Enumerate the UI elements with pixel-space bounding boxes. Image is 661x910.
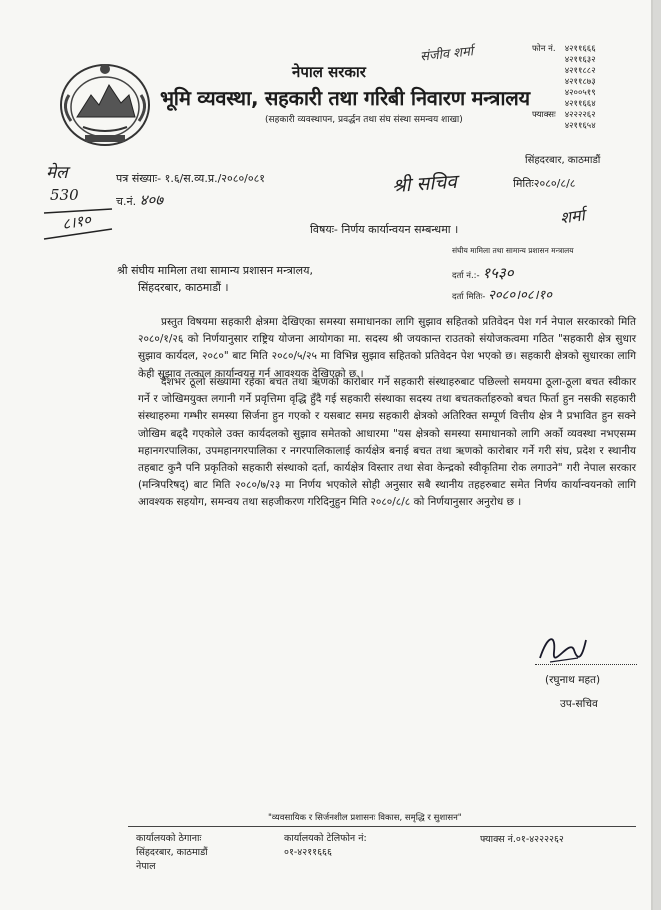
stamp-date-value: २०८०।०८।१० xyxy=(488,288,553,303)
footer-address-line-2: नेपाल xyxy=(136,861,156,872)
recipient-line-1: श्री संघीय मामिला तथा सामान्य प्रशासन मन्त्रालय, xyxy=(117,264,313,277)
fax-number: ४२२२२६२ xyxy=(564,110,596,120)
body-paragraph-2: देशभर ठूलो संख्यामा रहेका बचत तथा ऋणको कारोबार गर्ने सहकारी संस्थाहरुबाट पछिल्लो समयमा ठूला-ठूला बचत स्वीकार गर्ने र जोखिमयुक्त लगानी गर्ने प्रवृत्तिमा वृद्धि हुँदै गई सहकारी संस्थाका सदस्य तथा बचतकर्ताहरुको बचत फिर्ता हुन नसकी सहकारी संस्थाहरुमा गम्भीर समस्या सिर्जना हुन गएको र यसबाट समग्र सहकारी क्षेत्रको अतिरिक्त सम्पूर्ण वित्तीय क्षेत्र नै प्रभावित हुन सक्ने जोखिम बढ्दै गएकोले उक्त कार्यदलको सुझाव समेतको आधारमा "यस क्षेत्रको समस्या समाधानको लागि अर्को व्यवस्था नभएसम्म महानगरपालिका, उपमहानगरपालिका र नगरपालिकालाई कार्यक्षेत्र बनाई बचत तथा ऋणको कारोबार गर्ने गरी संघ, प्रदेश र स्थानीय तहबाट कुनै पनि प्रकृतिको सहकारी संस्थाको दर्ता, कार्यक्षेत्र विस्तार तथा सेवा केन्द्रको स्वीकृतिमा रोक लगाउने" गरी नेपाल सरकार (मन्त्रिपरिषद्) बाट मिति २०८०/७/२३ मा निर्णय भएकोले सोही अनुसार सबै स्थानीय तहहरुबाट समेत निर्णय कार्यान्वयनको लागि आवश्यक सहयोग, समन्वय तथा सहजीकरण गरिदिनुहुन मिति २०८०/८/८ को निर्णयानुसार अनुरोध छ । xyxy=(138,376,636,509)
handwritten-underline-icon xyxy=(40,205,116,245)
handwritten-signature-top: शर्मा xyxy=(558,205,586,228)
phone-number: ४२११८८२ xyxy=(564,66,596,76)
government-name: नेपाल सरकार xyxy=(292,63,366,81)
phone-number: ४२११८७३ xyxy=(564,77,596,87)
fax-label: फ्याक्सः xyxy=(532,110,556,120)
signature-line xyxy=(535,664,637,665)
footer-address-line-1: सिंहदरबार, काठमाडौं xyxy=(136,847,208,858)
footer-slogan: "व्यवसायिक र सिर्जनशील प्रशासनः विकास, समृद्धि र सुशासन" xyxy=(268,813,462,823)
signature-icon xyxy=(530,628,590,668)
handwritten-margin-number: 530 xyxy=(50,186,79,204)
signatory-name: (रघुनाथ महत) xyxy=(545,674,601,686)
phone-number: ४२००५१९ xyxy=(564,88,596,98)
nepal-emblem-icon xyxy=(55,55,155,150)
handwritten-secretary-note: श्री सचिव xyxy=(391,170,458,198)
phone-number: ४२११६६४ xyxy=(564,99,596,109)
footer-phone-number: ०१-४२११६६६ xyxy=(284,847,332,858)
handwritten-margin-ref: ८।१० xyxy=(60,210,93,234)
ministry-name: भूमि व्यवस्था, सहकारी तथा गरिबी निवारण मन्त्रालय xyxy=(160,86,530,110)
handwritten-margin-note: मेल xyxy=(46,163,68,183)
phone-label: फोन नं. xyxy=(532,44,556,54)
signatory-title: उप-सचिव xyxy=(560,698,598,710)
stamp-registration xyxy=(452,263,514,283)
phone-number: ४२११६३२ xyxy=(564,55,596,65)
footer-address-label: कार्यालयको ठेगानाः xyxy=(136,833,202,844)
dispatch-value: ४०७ xyxy=(139,191,163,209)
stamp-reg-number: १५३० xyxy=(482,264,514,282)
handwritten-top-note: संजीव शर्मा xyxy=(419,44,474,65)
recipient-line-2: सिंहदरबार, काठमाडौं । xyxy=(138,281,229,294)
fax-number: ४२११६५४ xyxy=(564,121,596,131)
branch-name: (सहकारी व्यवस्थापन, प्रवर्द्धन तथा संघ संस्था समन्वय शाखा) xyxy=(265,115,463,125)
footer-office-address xyxy=(136,832,208,874)
body-paragraph-1: प्रस्तुत विषयमा सहकारी क्षेत्रमा देखिएका समस्या समाधानका लागि सुझाव सहितको प्रतिवेदन पेश गर्न नेपाल सरकारको मिति २०८०/१/२६ को निर्णयानुसार राष्ट्रिय योजना आयोगका मा. सदस्य श्री जयकान्त राउतको संयोजकत्वमा गठित "सहकारी क्षेत्र सुधार सुझाव कार्यदल, २०८०" बाट मिति २०८०/५/२५ मा विभिन्न सुझाव सहितको प्रतिवेदन पेश भएको छ। सहकारी क्षेत्रको सुधारका लागि केही सुझाव तत्काल कार्यान्वयन गर्न आवश्यक देखिएको छ । xyxy=(138,316,636,380)
stamp-office: संघीय मामिला तथा सामान्य प्रशासन मन्त्रालय xyxy=(452,246,574,255)
subject-line: विषयः- निर्णय कार्यान्वयन सम्बन्धमा । xyxy=(310,223,459,236)
footer-divider xyxy=(128,826,636,827)
reference-number: पत्र संख्याः- १.६/स.व्य.प्र./२०८०/०८१ xyxy=(116,172,266,185)
footer-fax: फ्याक्स नं.०१-४२२२२६२ xyxy=(480,834,564,845)
stamp-date-label: दर्ता मितिः- xyxy=(452,292,486,302)
letter-date: मितिः२०८०/८/८ xyxy=(513,177,576,190)
stamp-date xyxy=(452,285,552,303)
footer-phone xyxy=(284,832,367,860)
stamp-reg-label: दर्ता नं.:- xyxy=(452,271,480,281)
contact-block xyxy=(532,44,596,132)
dispatch-number xyxy=(116,190,163,210)
phone-number: ४२११६६६ xyxy=(564,44,596,54)
footer-phone-label: कार्यालयको टेलिफोन नं: xyxy=(284,833,367,844)
dispatch-label: च.नं. xyxy=(116,195,137,208)
letterhead-address: सिंहदरबार, काठमाडौं xyxy=(525,155,601,166)
